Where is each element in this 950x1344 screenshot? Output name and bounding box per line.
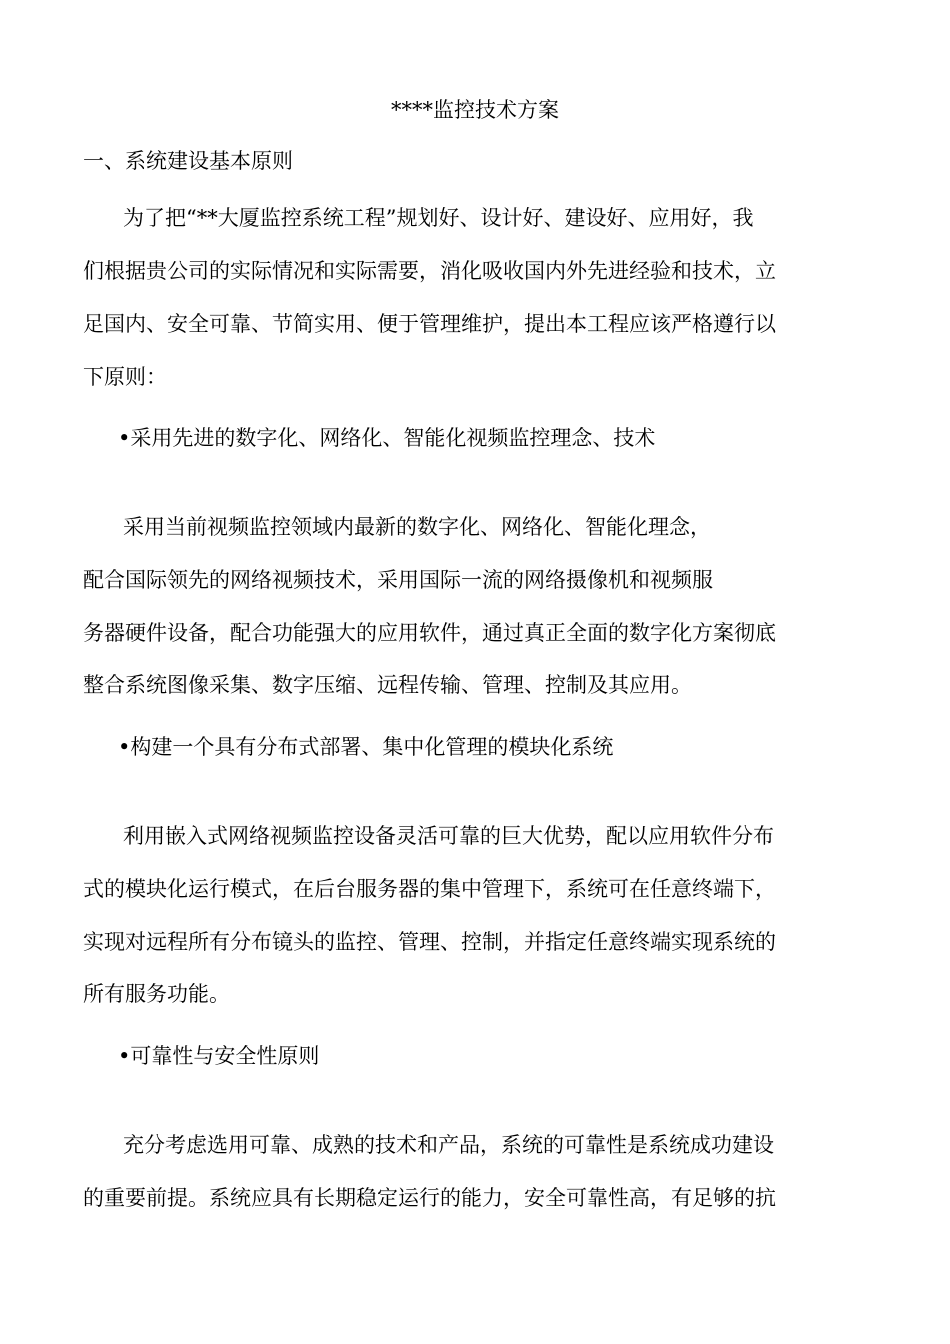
para1-line-1: 采用当前视频监控领域内最新的数字化、网络化、智能化理念， bbox=[123, 515, 711, 539]
intro-line-3: 足国内、安全可靠、节简实用、便于管理维护，提出本工程应该严格遵行以 bbox=[83, 312, 776, 336]
para3-line-1: 充分考虑选用可靠、成熟的技术和产品，系统的可靠性是系统成功建设 bbox=[123, 1133, 774, 1157]
para2-line-1: 利用嵌入式网络视频监控设备灵活可靠的巨大优势，配以应用软件分布 bbox=[123, 824, 774, 848]
section-heading: 一、系统建设基本原则 bbox=[83, 149, 293, 173]
bullet-reliability: •可靠性与安全性原则 bbox=[118, 1044, 320, 1068]
intro-line-4: 下原则： bbox=[83, 365, 167, 389]
intro-line-2: 们根据贵公司的实际情况和实际需要，消化吸收国内外先进经验和技术，立 bbox=[83, 259, 776, 283]
bullet-distributed: •构建一个具有分布式部署、集中化管理的模块化系统 bbox=[118, 735, 614, 759]
para2-line-2: 式的模块化运行模式，在后台服务器的集中管理下，系统可在任意终端下， bbox=[83, 877, 776, 901]
para3-line-2: 的重要前提。系统应具有长期稳定运行的能力，安全可靠性高，有足够的抗 bbox=[83, 1186, 776, 1210]
bullet-digital: •采用先进的数字化、网络化、智能化视频监控理念、技术 bbox=[118, 426, 656, 450]
para2-line-3: 实现对远程所有分布镜头的监控、管理、控制，并指定任意终端实现系统的 bbox=[83, 930, 776, 954]
para1-line-2: 配合国际领先的网络视频技术，采用国际一流的网络摄像机和视频服 bbox=[83, 568, 713, 592]
para2-line-4: 所有服务功能。 bbox=[83, 982, 230, 1006]
para1-line-4: 整合系统图像采集、数字压缩、远程传输、管理、控制及其应用。 bbox=[83, 673, 692, 697]
document-title: ****监控技术方案 bbox=[391, 98, 559, 122]
intro-line-1: 为了把“**大厦监控系统工程”规划好、设计好、建设好、应用好，我 bbox=[123, 206, 754, 230]
para1-line-3: 务器硬件设备，配合功能强大的应用软件，通过真正全面的数字化方案彻底 bbox=[83, 621, 776, 645]
